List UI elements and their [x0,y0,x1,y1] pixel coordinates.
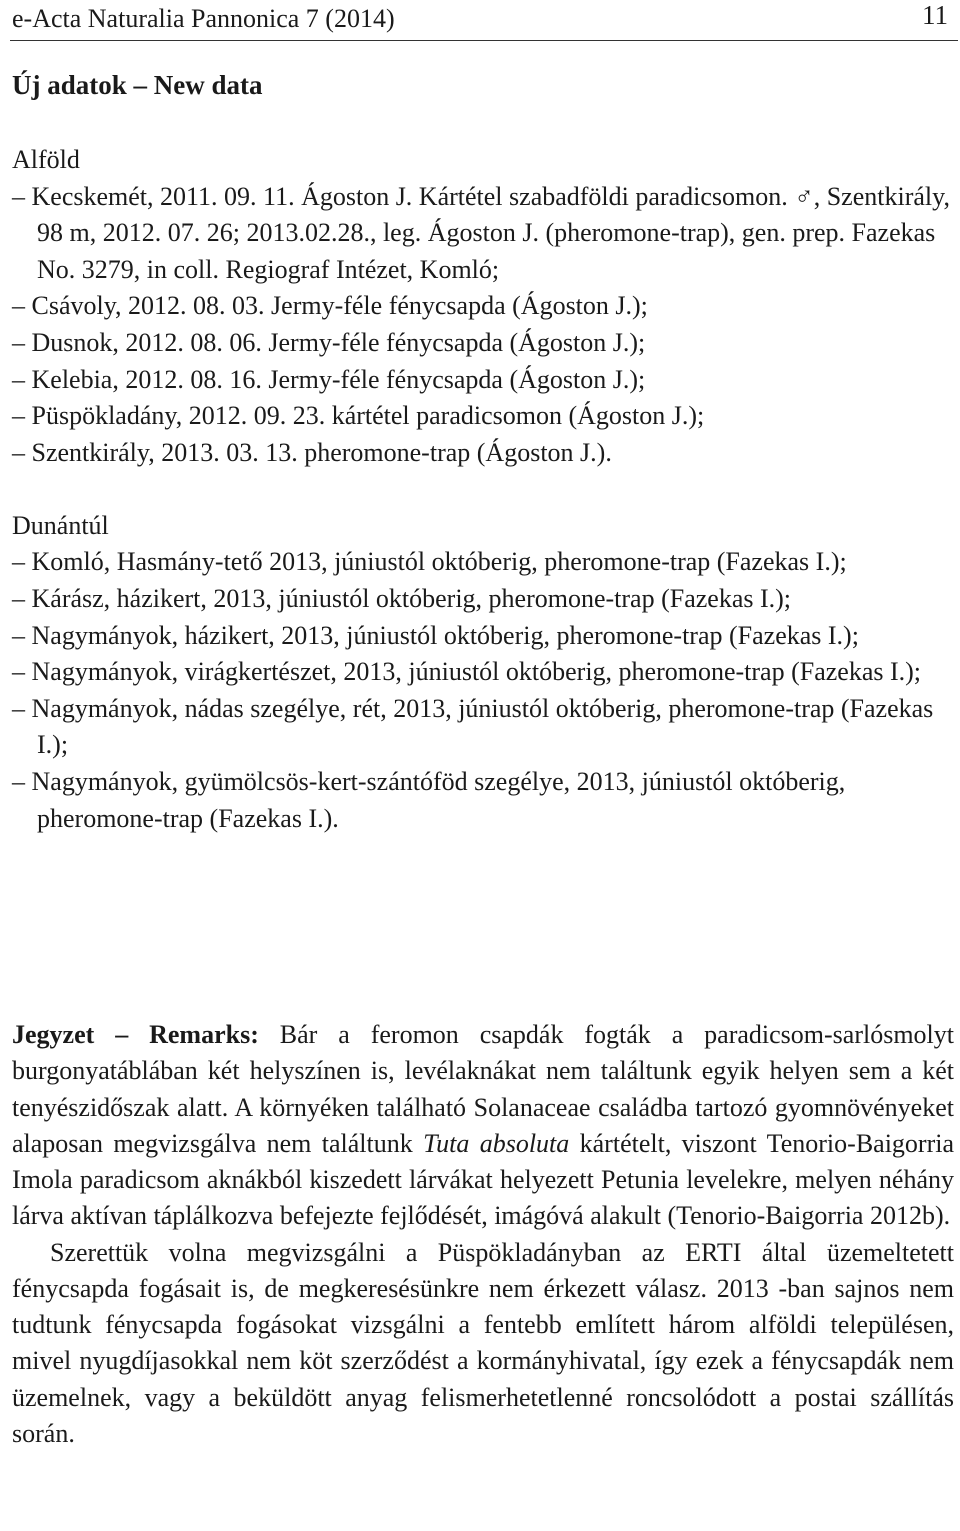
species-name: Tuta absoluta [423,1128,570,1158]
record-entry: – Csávoly, 2012. 08. 03. Jermy-féle fénycsapda (Ágoston J.); [12,291,648,321]
remarks-section [12,1017,954,1452]
header-rule [10,40,958,41]
remarks-paragraph-1 [12,1017,954,1235]
record-entry: – Kárász, házikert, 2013, júniustól októberig, pheromone-trap (Fazekas I.); [12,584,792,614]
record-entry: – Szentkirály, 2013. 03. 13. pheromone-trap (Ágoston J.). [12,437,612,467]
record-entry: – Dusnok, 2012. 08. 06. Jermy-féle fénycsapda (Ágoston J.); [12,327,646,357]
record-entry: – Nagymányok, virágkertészet, 2013, júniustól októberig, pheromone-trap (Fazekas I.); [12,657,922,687]
record-entry: – Püspökladány, 2012. 09. 23. kártétel paradicsomon (Ágoston J.); [12,401,705,431]
spacer [12,471,954,508]
records-list [12,142,954,837]
section-title: Új adatok – New data [12,70,263,100]
record-entry: – Nagymányok, házikert, 2013, júniustól októberig, pheromone-trap (Fazekas I.); [12,620,859,650]
journal-header: e-Acta Naturalia Pannonica 7 (2014) [12,4,395,33]
record-entry: – Kelebia, 2012. 08. 16. Jermy-féle fénycsapda (Ágoston J.); [12,364,646,394]
record-entry: – Kecskemét, 2011. 09. 11. Ágoston J. Kártétel szabadföldi paradicsomon. ♂, Szentkirály, 98 m, 2012. 07. 26; 2013.02.28., leg. Ágoston J. (pheromone-trap), gen. prep. Fazekas No. 3279, in coll. Regiograf Intézet, Komló; [12,181,950,284]
remarks-text: kártételt, viszont Tenorio-Baigorria Imola paradicsom aknákból kiszedett lárvákat helyezett Petunia levelekre, melyen néhány lárva aktívan táplálkozva befejezte fejlődését, imágóvá alakult (Tenorio-Baigorria 2012b). [12,1128,954,1231]
record-entry: – Nagymányok, nádas szegélye, rét, 2013, júniustól októberig, pheromone-trap (Fazekas I.); [12,693,934,760]
region-heading-alfold: Alföld [12,145,80,174]
remarks-paragraph-2: Szerettük volna megvizsgálni a Püspökladányban az ERTI által üzemeltetett fénycsapda fogásait is, de megkeresésünkre nem érkezett válasz. 2013 -ban sajnos nem tudtunk fénycsapda fogásokat vizsgálni a fentebb említett három alföldi településen, mivel nyugdíjasokkal nem köt szerződést a kormányhivatal, így ezek a fénycsapdák nem üzemelnek, vagy a beküldött anyag felismerhetetlenné roncsolódott a postai szállítás során. [12,1237,954,1448]
remarks-text: Bár a feromon csapdák fogták a paradicsom-sarlósmolyt burgonyatáblában két helyszínen is, levélaknákat nem találtunk egyik helyen sem a két tenyészidőszak alatt. A környéken található Solanaceae családba tartozó gyomnövényeket alaposan megvizsgálva nem találtunk [12,1020,954,1158]
remarks-label: Jegyzet – Remarks: [12,1020,259,1049]
page-number: 11 [922,0,948,30]
region-heading-dunantul: Dunántúl [12,510,109,540]
record-entry: – Nagymányok, gyümölcsös-kert-szántóföd szegélye, 2013, júniustól októberig, pheromone-trap (Fazekas I.). [12,767,846,833]
record-entry: – Komló, Hasmány-tető 2013, júniustól októberig, pheromone-trap (Fazekas I.); [12,547,847,577]
